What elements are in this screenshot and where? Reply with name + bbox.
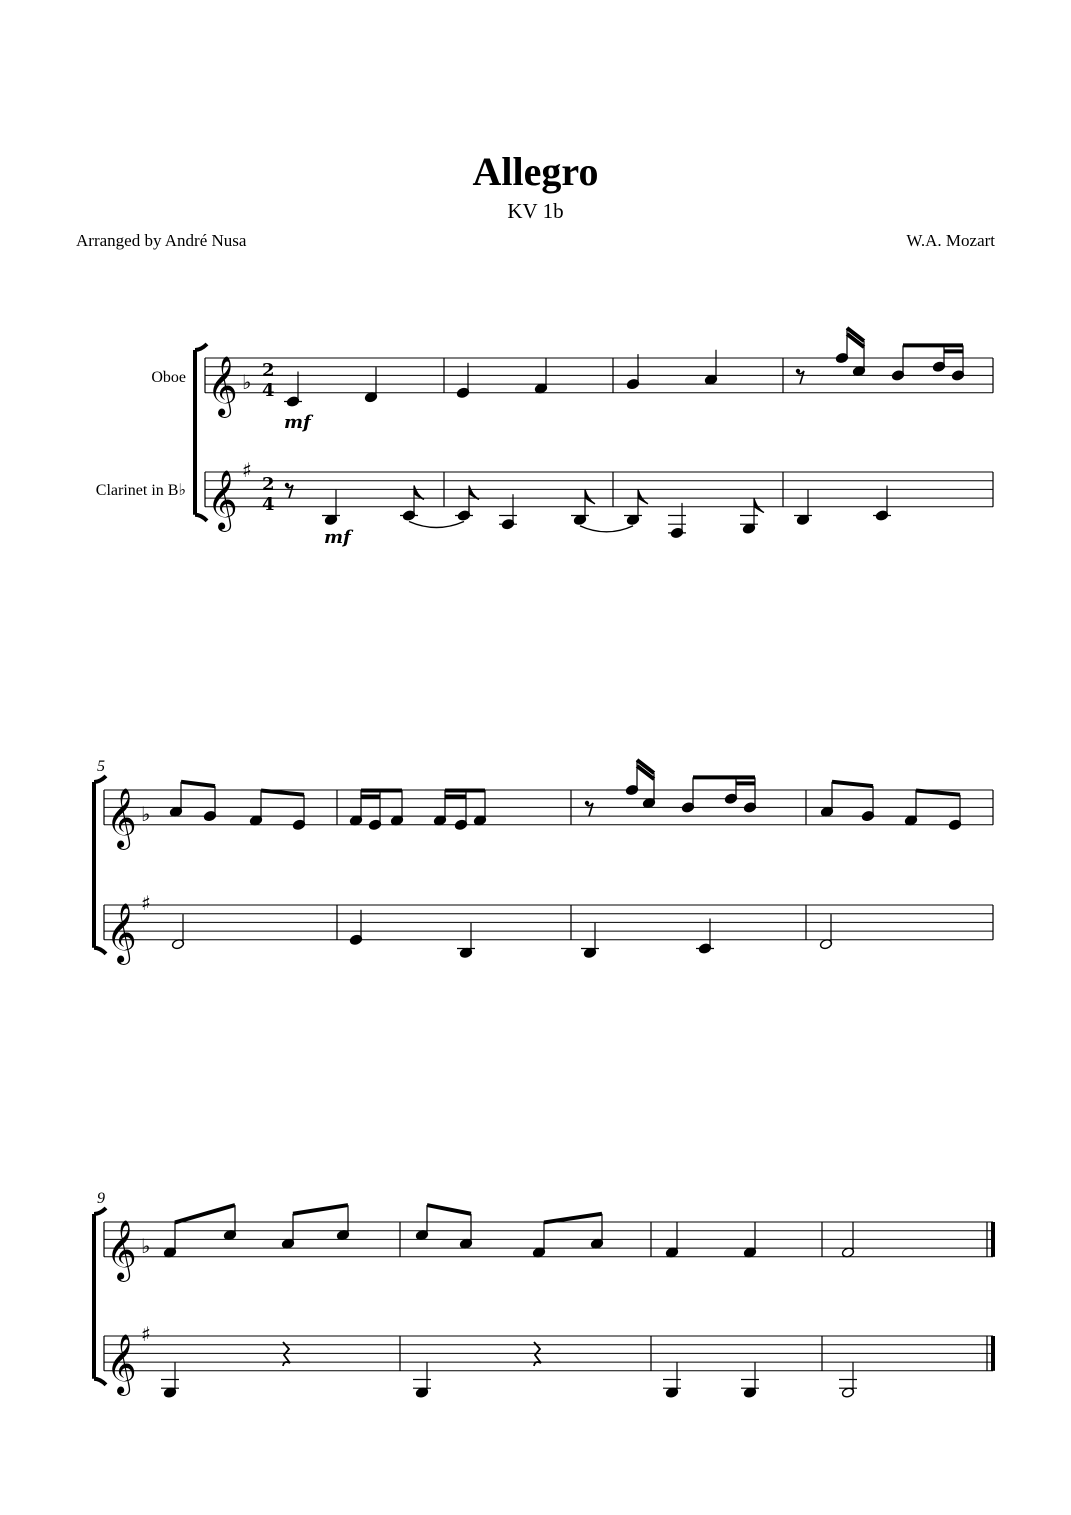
dynamic-oboe: mf: [284, 412, 311, 433]
treble-clef-icon: 𝄞: [207, 355, 238, 416]
dynamic-clarinet: mf: [324, 527, 351, 548]
time-signature-oboe-numerator: 2: [262, 360, 275, 381]
beam: [916, 790, 960, 794]
key-signature-flat: ♭: [242, 370, 252, 395]
arranger-credit: Arranged by André Nusa: [76, 231, 247, 250]
key-signature-sharp: ♯: [141, 891, 151, 915]
treble-clef-icon: 𝄞: [106, 787, 137, 848]
beam: [175, 1205, 235, 1222]
instrument-label-clarinet: Clarinet in B♭: [95, 482, 186, 499]
eighth-flag: [754, 499, 764, 513]
treble-clef-icon: 𝄞: [106, 1219, 137, 1280]
time-signature-clarinet-denominator: 4: [262, 494, 275, 515]
instrument-label-oboe: Oboe: [151, 369, 186, 386]
key-signature-sharp: ♯: [242, 458, 252, 482]
measure-number-5: 5: [97, 758, 105, 775]
eighth-flag: [638, 490, 648, 504]
eighth-rest-dot: [585, 801, 589, 805]
notes: [161, 328, 965, 1398]
measure-number-9: 9: [97, 1190, 105, 1207]
key-signature-flat: ♭: [141, 802, 151, 827]
quarter-rest-icon: [534, 1342, 541, 1366]
eighth-rest-dot: [796, 369, 800, 373]
tie: [580, 526, 633, 532]
eighth-rest-dot: [285, 483, 289, 487]
piece-title: Allegro: [472, 149, 599, 194]
treble-clef-icon: 𝄞: [106, 1333, 137, 1394]
beam: [544, 1214, 602, 1223]
eighth-flag: [585, 490, 595, 504]
quarter-rest-icon: [283, 1342, 290, 1366]
treble-clef-icon: 𝄞: [106, 902, 137, 963]
eighth-flag: [469, 486, 479, 500]
catalog-number: KV 1b: [507, 199, 564, 223]
tie: [409, 522, 464, 528]
beam: [181, 782, 215, 786]
eighth-flag: [414, 486, 424, 500]
time-signature-oboe-denominator: 4: [262, 380, 275, 401]
beam: [293, 1205, 348, 1214]
beam: [261, 790, 304, 794]
time-signature-clarinet-numerator: 2: [262, 474, 275, 495]
beam: [427, 1205, 471, 1214]
treble-clef-icon: 𝄞: [207, 469, 238, 530]
key-signature-flat: ♭: [141, 1234, 151, 1259]
beam: [832, 782, 873, 786]
composer-credit: W.A. Mozart: [906, 231, 995, 250]
key-signature-sharp: ♯: [141, 1322, 151, 1346]
